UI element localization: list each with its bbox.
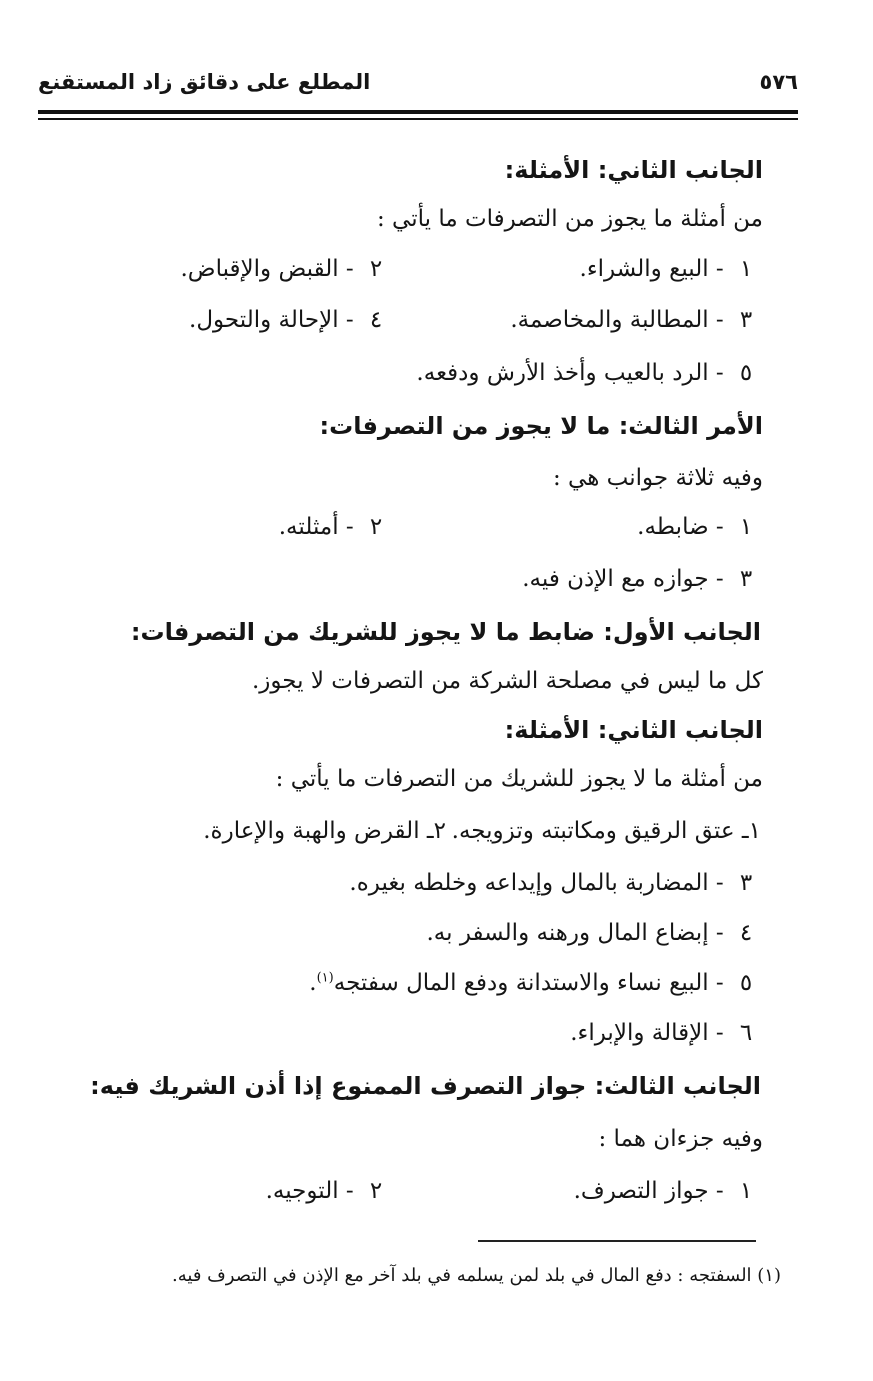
footnote-separator [478,1240,756,1242]
paragraph: من أمثلة ما لا يجوز للشريك من التصرفات ما يأتي : [275,766,763,792]
header-rule-thick [38,110,798,114]
section-heading: الجانب الثالث: جواز التصرف الممنوع إذا أذن الشريك فيه: [90,1072,761,1100]
list-item: ٢ـ القرض والهبة والإعارة. [203,818,446,844]
list-item: ٢ - القبض والإقباض. [180,256,383,282]
list-item: ٣ - المطالبة والمخاصمة. [510,307,753,333]
page-number: ٥٧٦ [759,70,798,94]
page-header [38,70,798,122]
list-row [101,920,761,954]
section-heading: الجانب الأول: ضابط ما لا يجوز للشريك من التصرفات: [130,618,761,646]
list-row [101,256,761,290]
footnote-marker[interactable]: (١) [316,970,334,986]
list-item: ١ـ عتق الرقيق ومكاتبته وتزويجه. [451,818,761,844]
list-item: ٢ - أمثلته. [278,514,383,540]
list-row [101,818,761,852]
list-item: ٤ - الإحالة والتحول. [189,307,383,333]
header-rule-thin [38,118,798,120]
paragraph: كل ما ليس في مصلحة الشركة من التصرفات لا يجوز. [252,668,763,694]
list-row [101,1178,761,1212]
list-item: ١ - البيع والشراء. [579,256,753,282]
list-row [101,970,761,1004]
paragraph: وفيه ثلاثة جوانب هي : [553,465,763,491]
list-item: ٤ - إبضاع المال ورهنه والسفر به. [426,920,753,946]
list-item: ٣ - المضاربة بالمال وإيداعه وخلطه بغيره. [349,870,753,896]
list-row [101,870,761,904]
section-heading: الجانب الثاني: الأمثلة: [504,716,763,744]
list-row [101,1020,761,1054]
paragraph: من أمثلة ما يجوز من التصرفات ما يأتي : [377,206,763,232]
section-heading: الأمر الثالث: ما لا يجوز من التصرفات: [319,412,763,440]
list-item: ٥ - الرد بالعيب وأخذ الأرش ودفعه. [416,360,753,386]
section-heading: الجانب الثاني: الأمثلة: [504,156,763,184]
footnote: (١) السفتجه : دفع المال في بلد لمن يسلمه في بلد آخر مع الإذن في التصرف فيه. [172,1265,781,1286]
list-item: ٣ - جوازه مع الإذن فيه. [522,566,753,592]
list-row [101,360,761,394]
list-row [101,514,761,548]
list-item: ٥ - البيع نساء والاستدانة ودفع المال سفتجه$^{(١)}$. [309,970,753,996]
list-row [101,307,761,341]
running-title: المطلع على دقائق زاد المستقنع [38,70,371,94]
list-row [101,566,761,600]
list-item: ١ - جواز التصرف. [573,1178,753,1204]
list-item: ١ - ضابطه. [637,514,753,540]
paragraph: وفيه جزءان هما : [598,1126,763,1152]
list-item: ٦ - الإقالة والإبراء. [570,1020,753,1046]
list-item: ٢ - التوجيه. [265,1178,383,1204]
